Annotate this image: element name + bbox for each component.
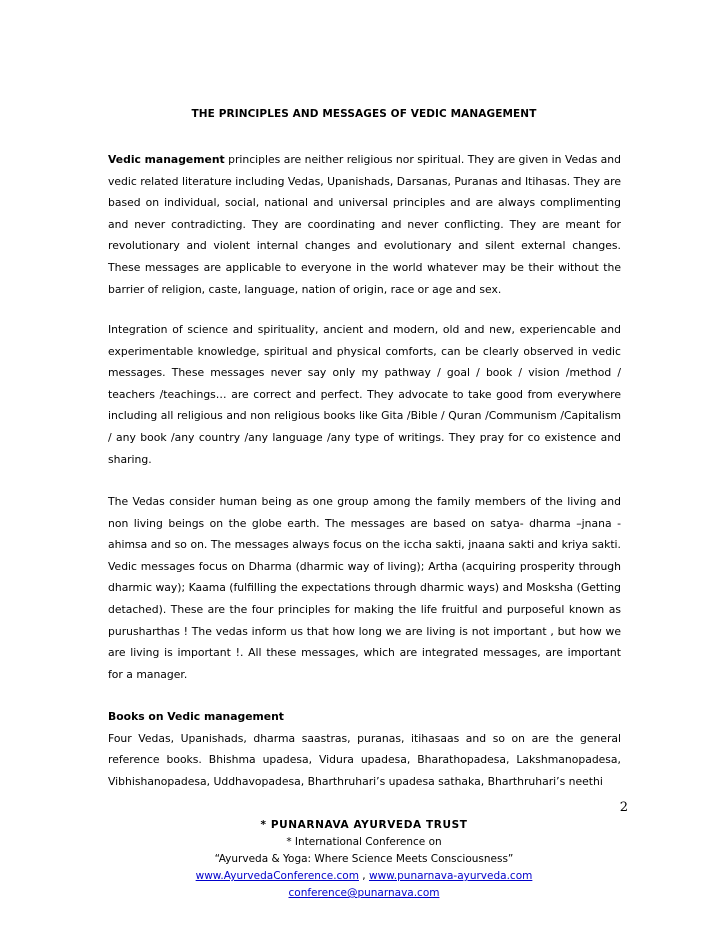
section-heading: Books on Vedic management [108,710,284,723]
paragraph-text: principles are neither religious nor spiritual. They are given in Vedas and vedic related literature including Vedas, Upanishads, Darsanas, Puranas and Itihasas. They are based on individual, social, national and universal principles and are always complimenting and never contradicting. They are coordinating and never conflicting. They are meant for revolutionary and violent internal changes and evolutionary and silent external changes. These messages are applicable to everyone in the world whatever may be their without the barrier of religion, caste, language, nation of origin, race or age and sex. [108,153,621,296]
link-separator: , [358,870,369,882]
page-footer [0,817,728,902]
footer-conference: * International Conference on [286,836,442,848]
section-text: Four Vedas, Upanishads, dharma saastras, puranas, itihasaas and so on are the general reference books. Bhishma upadesa, Vidura upadesa, Bharathopadesa, Lakshmanopadesa, Vibhishanopadesa, Uddhavopadesa, Bharthruhari’s upadesa sathaka, Bharthruhari’s neethi [108,731,621,788]
paragraph-lead: Vedic management [108,153,225,166]
email-link[interactable]: conference@punarnava.com [288,887,440,899]
trust-website-link[interactable]: www.punarnava-ayurveda.com [368,870,533,882]
paragraph-text: Integration of science and spirituality, ancient and modern, old and new, experiencable and experimentable knowledge, spiritual and physical comforts, can be clearly observed in vedic messages. These messages never say only my pathway / goal / book / vision /method / teachers /teachings… are correct and perfect. They advocate to take good from everywhere including all religious and non religious books like Gita /Bible / Quran /Communism /Capitalism / any book /any country /any language /any type of writings. They pray for co existence and sharing. [108,323,621,466]
document-title: THE PRINCIPLES AND MESSAGES OF VEDIC MANAGEMENT [191,108,537,120]
footer-links [0,868,728,885]
footer-org: * PUNARNAVA AYURVEDA TRUST [260,819,468,831]
paragraph-intro [108,149,621,300]
section-books [108,706,621,792]
paragraph-text: The Vedas consider human being as one group among the family members of the living and non living beings on the globe earth. The messages are based on satya- dharma –jnana -ahimsa and so on. The messages always focus on the iccha sakti, jnaana sakti and kriya sakti. Vedic messages focus on Dharma (dharmic way of living); Artha (acquiring prosperity through dharmic way); Kaama (fulfilling the expectations through dharmic ways) and Mosksha (Getting detached). These are the four principles for making the life fruitful and purposeful known as purusharthas ! The vedas inform us that how long we are living is not important , but how we are living is important !. All these messages, which are integrated messages, are important for a manager. [108,495,621,681]
page-number: 2 [619,800,628,815]
paragraph-integration [108,319,621,470]
footer-theme: “Ayurveda & Yoga: Where Science Meets Consciousness” [214,853,514,865]
paragraph-human-being [108,491,621,685]
conference-website-link[interactable]: www.AyurvedaConference.com [195,870,359,882]
